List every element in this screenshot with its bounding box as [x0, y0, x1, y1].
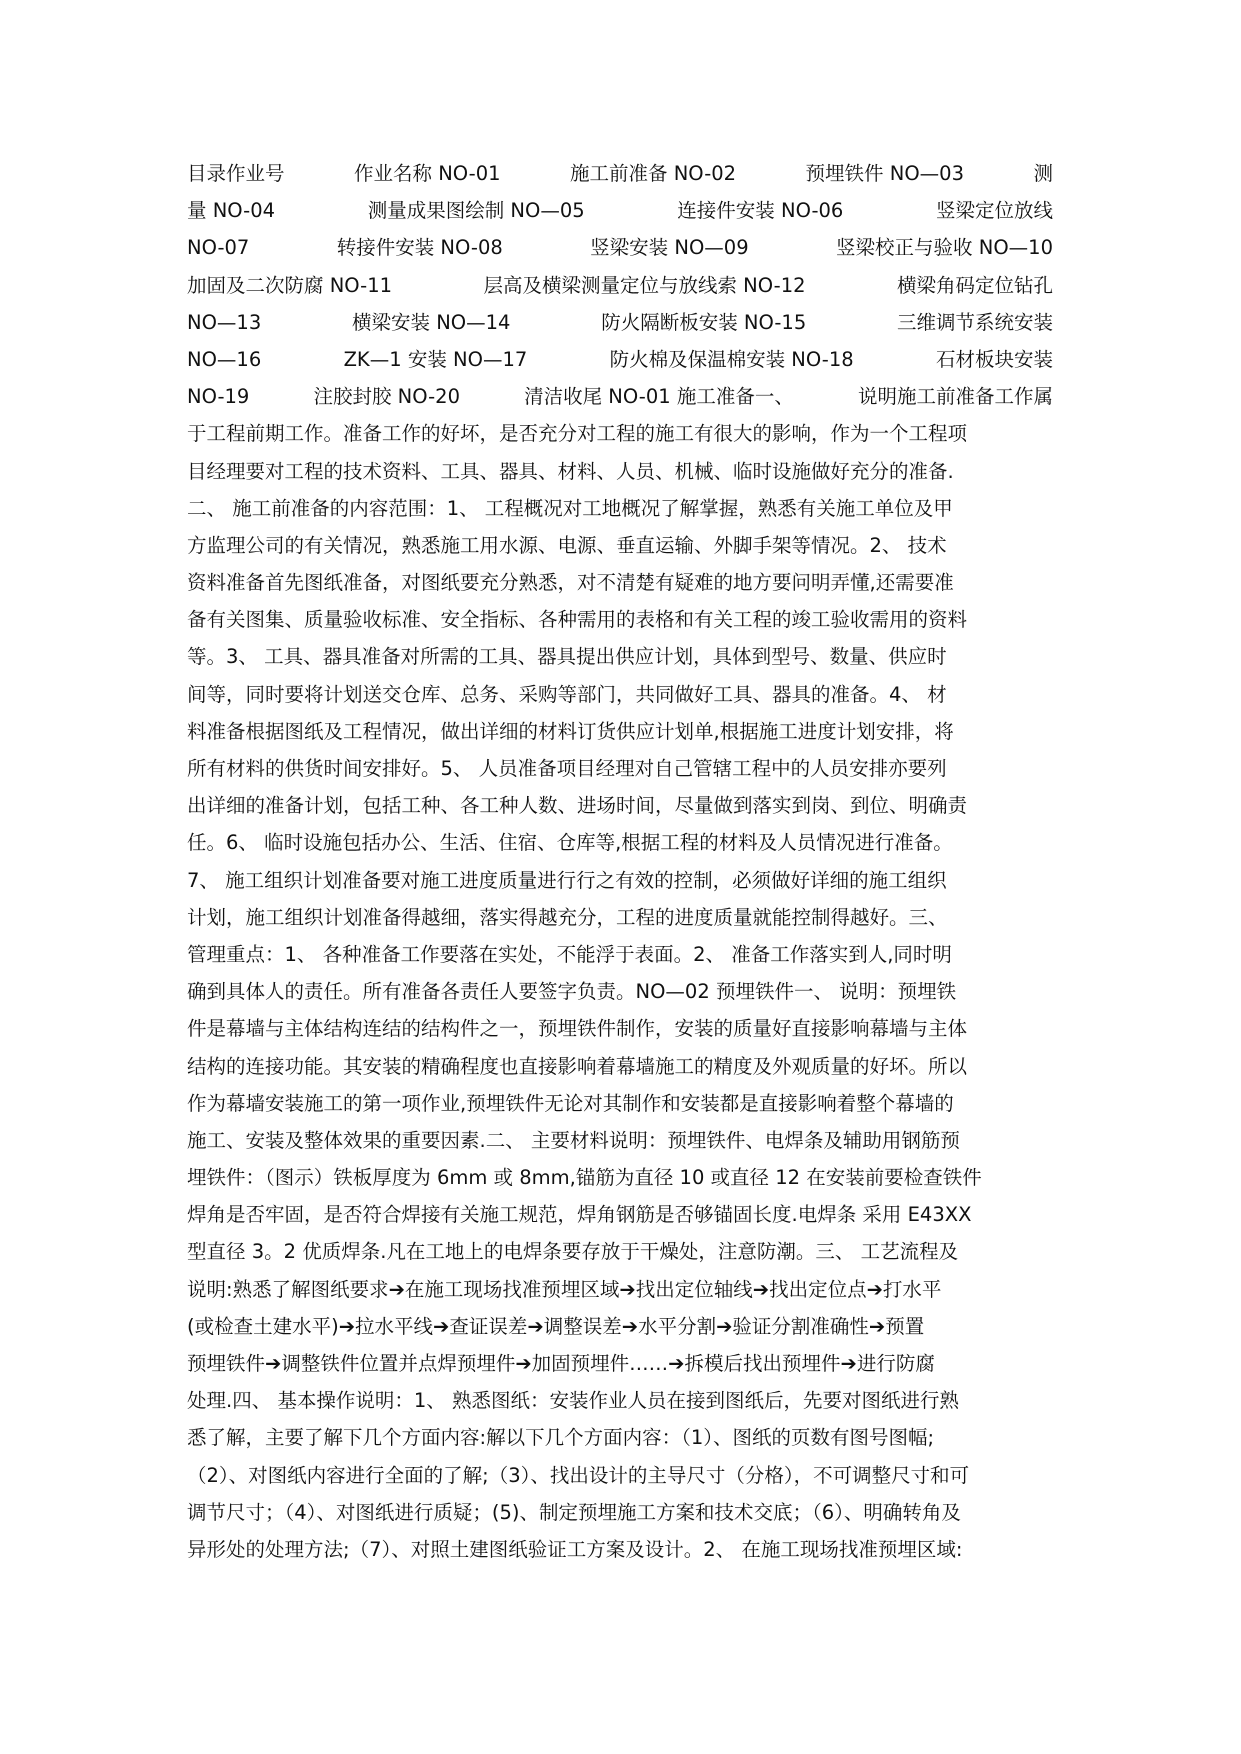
body-line: 备有关图集、质量验收标准、安全指标、各种需用的表格和有关工程的竣工验收需用的资料: [187, 608, 968, 632]
body-line: （2）、对图纸内容进行全面的了解;（3）、找出设计的主导尺寸（分格），不可调整尺寸和可: [187, 1463, 970, 1487]
toc-segment: 竖梁安装 NO—09: [590, 236, 749, 260]
body-line: 确到具体人的责任。所有准备各责任人要签字负责。NO—02 预埋铁件一、 说明：预埋铁: [187, 980, 957, 1004]
toc-segment: NO—16: [187, 347, 262, 371]
body-line: 计划，施工组织计划准备得越细，落实得越充分，工程的进度质量就能控制得越好。三、: [187, 905, 948, 929]
toc-segment: 量 NO-04: [187, 199, 276, 223]
toc-segment: 预埋铁件 NO—03: [805, 162, 964, 185]
toc-line-5: [187, 304, 1053, 341]
toc-segment: 竖梁定位放线: [935, 199, 1053, 223]
toc-segment: NO—13: [187, 310, 262, 334]
body-line: 调节尺寸；（4）、对图纸进行质疑；(5)、制定预埋施工方案和技术交底；（6）、明确转角及: [187, 1500, 961, 1524]
body-line: 所有材料的供货时间安排好。5、 人员准备项目经理对自己管辖工程中的人员安排亦要列: [187, 757, 947, 780]
toc-segment: 施工前准备 NO-02: [570, 162, 737, 185]
body-line: (或检查土建水平)➔拉水平线➔查证误差➔调整误差➔水平分割➔验证分割准确性➔预置: [187, 1314, 925, 1338]
toc-segment: 作业名称 NO-01: [354, 162, 501, 185]
body-line: 间等，同时要将计划送交仓库、总务、采购等部门，共同做好工具、器具的准备。4、 材: [187, 682, 947, 706]
body-line: 施工、安装及整体效果的重要因素.二、 主要材料说明：预埋铁件、电焊条及辅助用钢筋预: [187, 1128, 960, 1152]
toc-segment: 加固及二次防腐 NO-11: [187, 273, 393, 297]
toc-line-2: [187, 192, 1053, 229]
toc-line-6: [187, 341, 1053, 378]
document-body: [187, 155, 1053, 1568]
toc-segment: 目录作业号: [187, 162, 285, 185]
toc-segment: 竖梁校正与验收 NO—10: [836, 236, 1053, 260]
body-line: 出详细的准备计划，包括工种、各工种人数、进场时间，尽量做到落实到岗、到位、明确责: [187, 794, 968, 818]
toc-segment: 连接件安装 NO-06: [677, 199, 844, 223]
body-line: 说明:熟悉了解图纸要求➔在施工现场找准预埋区域➔找出定位轴线➔找出定位点➔打水平: [187, 1277, 942, 1301]
body-line: 方监理公司的有关情况，熟悉施工用水源、电源、垂直运输、外脚手架等情况。2、 技术: [187, 533, 947, 557]
toc-line-4: [187, 267, 1053, 304]
body-line: 焊角是否牢固，是否符合焊接有关施工规范，焊角钢筋是否够锚固长度.电焊条 采用 E43XX: [187, 1203, 972, 1227]
body-line: 悉了解，主要了解下几个方面内容:解以下几个方面内容：（1）、图纸的页数有图号图幅;: [187, 1426, 935, 1450]
toc-segment: 转接件安装 NO-08: [336, 236, 503, 260]
toc-segment: 防火隔断板安装 NO-15: [601, 310, 807, 334]
body-line: 二、 施工前准备的内容范围：1、 工程概况对工地概况了解掌握，熟悉有关施工单位及甲: [187, 496, 953, 520]
body-line: 处理.四、 基本操作说明：1、 熟悉图纸：安装作业人员在接到图纸后，先要对图纸进行熟: [187, 1389, 960, 1413]
toc-segment: 层高及横梁测量定位与放线索 NO-12: [483, 273, 806, 297]
toc-segment: 注胶封胶 NO-20: [313, 385, 460, 409]
body-line: 件是幕墙与主体结构连结的结构件之一，预埋铁件制作，安装的质量好直接影响幕墙与主体: [187, 1017, 968, 1041]
toc-segment: 横梁角码定位钻孔: [896, 273, 1053, 297]
toc-segment: 防火棉及保温棉安装 NO-18: [609, 347, 854, 371]
toc-segment: 测: [1033, 162, 1053, 185]
toc-segment: 三维调节系统安装: [896, 310, 1053, 334]
toc-segment: 清洁收尾 NO-01 施工准备一、: [524, 385, 794, 409]
body-line: 异形处的处理方法;（7）、对照土建图纸验证工方案及设计。2、 在施工现场找准预埋区域:: [187, 1537, 963, 1561]
toc-segment: 说明施工前准备工作属: [857, 385, 1053, 409]
body-line: 管理重点：1、 各种准备工作要落在实处，不能浮于表面。2、 准备工作落实到人,同时明: [187, 942, 952, 966]
toc-segment: 测量成果图绘制 NO—05: [367, 199, 585, 223]
body-line: 作为幕墙安装施工的第一项作业,预埋铁件无论对其制作和安装都是直接影响着整个幕墙的: [187, 1091, 954, 1115]
toc-line-1: [187, 155, 1053, 192]
body-line: 资料准备首先图纸准备，对图纸要充分熟悉，对不清楚有疑难的地方要问明弄懂,还需要准: [187, 571, 954, 595]
toc-segment: 横梁安装 NO—14: [352, 310, 511, 334]
toc-segment: 石材板块安装: [935, 347, 1053, 371]
body-line: 目经理要对工程的技术资料、工具、器具、材料、人员、机械、临时设施做好充分的准备.: [187, 459, 954, 483]
body-line: 料准备根据图纸及工程情况，做出详细的材料订货供应计划单,根据施工进度计划安排，将: [187, 719, 954, 743]
body-line: 埋铁件：（图示）铁板厚度为 6mm 或 8mm,锚筋为直径 10 或直径 12 在安装前要检查铁件: [187, 1166, 982, 1190]
body-line: 任。6、 临时设施包括办公、生活、住宿、仓库等,根据工程的材料及人员情况进行准备。: [187, 831, 953, 855]
body-line: 结构的连接功能。其安装的精确程度也直接影响着幕墙施工的精度及外观质量的好坏。所以: [187, 1054, 968, 1078]
body-line: 预埋铁件➔调整铁件位置并点焊预埋件➔加固预埋件……➔拆模后找出预埋件➔进行防腐: [187, 1352, 935, 1375]
toc-segment: NO-19: [187, 385, 250, 409]
body-line: 于工程前期工作。准备工作的好坏，是否充分对工程的施工有很大的影响，作为一个工程项: [187, 422, 968, 446]
toc-line-7: [187, 378, 1053, 415]
body-line: 型直径 3。2 优质焊条.凡在工地上的电焊条要存放于干燥处，注意防潮。三、 工艺流程及: [187, 1240, 959, 1264]
toc-segment: ZK—1 安装 NO—17: [343, 347, 528, 371]
toc-segment: NO-07: [187, 236, 250, 260]
body-line: 等。3、 工具、器具准备对所需的工具、器具提出供应计划，具体到型号、数量、供应时: [187, 645, 947, 669]
body-line: 7、 施工组织计划准备要对施工进度质量进行行之有效的控制，必须做好详细的施工组织: [187, 868, 947, 892]
toc-line-3: [187, 229, 1053, 266]
